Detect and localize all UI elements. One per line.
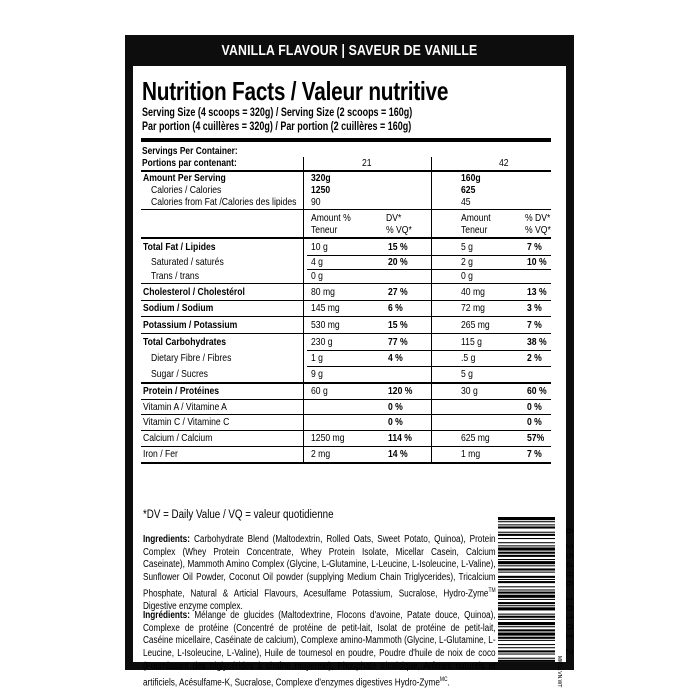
nutrient-amount-col1: 4 g	[311, 256, 323, 268]
ingredients-en-label: Ingredients:	[143, 534, 190, 545]
ingredients-en-end: Digestive enzyme complex.	[143, 600, 243, 612]
nutrient-label: Cholesterol / Cholestérol	[143, 286, 245, 298]
nutrient-amount-col1: 80 mg	[311, 286, 335, 298]
nutrient-amount-col1: 145 mg	[311, 302, 340, 314]
nutrient-amount-col1: 9 g	[311, 368, 323, 380]
nutrient-label: Saturated / saturés	[151, 256, 224, 268]
nutrient-label: Sugar / Sucres	[151, 368, 208, 380]
nutrient-dv-col1: 77 %	[388, 336, 408, 348]
servings-col2: 42	[499, 157, 509, 169]
barcode-bar	[498, 616, 555, 618]
barcode-bar	[498, 660, 555, 662]
nutrient-dv-col1: 120 %	[388, 385, 413, 397]
nutrition-facts-panel	[133, 66, 575, 688]
ingredients-fr-text: Mélange de glucides (Maltodextrine, Flocons d'avoine, Patate douce, Quinoa), Complexe de protéine (Concentré de protéine de petit-lait, Isolat de protéine de petit-lait, Caséine micellaire, Caséinate de calcium), Complexe amino-Mammoth (Glycine, L-Glutamine, L-Leucine, L-Isoleucine, L-Valine), Huile de tournesol en poudre, Poudre d'huile de noix de coco (Fournissant des triglycérides à chaîne moyenne), Phosphate tricalcique, Arômes naturels et artificiels, Acésulfame-K, Sucralose, Complexe d'enzymes digestives Hydro-Zyme	[143, 610, 496, 688]
nutrient-row-rule	[141, 446, 551, 447]
nutrient-row-rule	[141, 316, 551, 317]
nutrient-amount-col1: 60 g	[311, 385, 328, 397]
marque-de-commerce-mark: MC	[439, 676, 448, 683]
header-rule-top	[141, 209, 551, 210]
nutrient-amount-col2: 30 g	[461, 385, 478, 397]
nutrient-amount-col1: 1250 mg	[311, 432, 345, 444]
nutrient-label: Vitamin A / Vitamine A	[143, 401, 227, 413]
barcode-bar	[498, 626, 555, 627]
barcode-bar	[498, 534, 555, 536]
barcode-bar	[498, 581, 555, 583]
nutrient-dv-col1: 27 %	[388, 286, 408, 298]
nutrient-row-rule	[307, 366, 551, 367]
serving-size-en: Serving Size (4 scoops = 320g) / Serving Size (2 scoops = 160g)	[142, 107, 413, 119]
nutrient-dv-col1: 0 %	[388, 416, 403, 428]
barcode-bar	[498, 602, 555, 604]
nutrient-dv-col1: 6 %	[388, 302, 403, 314]
header-amount-fr: Teneur	[311, 224, 338, 236]
ingredients-en-text: Carbohydrate Blend (Maltodextrin, Rolled Oats, Sweet Potato, Quinoa), Protein Complex (Whey Protein Concentrate, Whey Protein Isolate, Micellar Casein, Calcium Caseinate), Mammoth Amino Complex (Glycine, L-Glutamine, L-Leucine, L-Isoleucine, L-Valine), Sunflower Oil Powder, Coconut Oil powder (supplying Medium Chain Triglycerides), Tricalcium Phosphate, Natural & Articial Flavours, Acesulfame Potassium, Sucralose, Hydro-Zyme	[143, 534, 496, 600]
thick-rule-top	[141, 138, 551, 142]
nutrient-amount-col1: 230 g	[311, 336, 333, 348]
nutrient-dv-col1: 15 %	[388, 319, 408, 331]
nutrient-amount-col2: 5 g	[461, 368, 473, 380]
barcode-bar	[498, 555, 555, 557]
nutrient-amount-col2: 115 g	[461, 336, 482, 348]
col1-calories-fat: 90	[311, 196, 321, 208]
nutrient-amount-col2: 265 mg	[461, 319, 490, 331]
ingredients-fr-label: Ingrédients:	[143, 610, 190, 621]
nutrient-amount-col1: 530 mg	[311, 319, 340, 331]
header-amount2-en: Amount	[461, 212, 491, 224]
upc-barcode	[498, 517, 555, 662]
nutrition-label-panel	[125, 35, 575, 688]
barcode-bar	[498, 542, 555, 543]
calories-fat-label: Calories from Fat /Calories des lipides	[151, 196, 297, 208]
nutrient-label: Protein / Protéines	[143, 385, 220, 397]
barcode-bar	[498, 526, 555, 528]
nutrient-dv-col2: 10 %	[527, 256, 547, 268]
trademark-mark: TM	[488, 587, 496, 594]
barcode-bar	[498, 633, 555, 636]
flavour-banner: VANILLA FLAVOUR | SAVEUR DE VANILLE	[221, 41, 478, 59]
barcode-bar	[498, 644, 555, 645]
nutrient-row-rule	[307, 269, 551, 270]
nutrient-amount-col2: 40 mg	[461, 286, 485, 298]
nutrient-label: Trans / trans	[151, 270, 200, 282]
nutrient-label: Total Carbohydrates	[143, 336, 227, 348]
barcode-bar	[498, 619, 555, 620]
barcode-bar	[498, 589, 555, 590]
nutrient-dv-col1: 4 %	[388, 352, 403, 364]
nutrient-dv-col2: 0 %	[527, 401, 542, 413]
ingredients-fr	[143, 610, 495, 690]
barcode-bar	[498, 579, 555, 580]
col2-weight: 160g	[461, 172, 481, 184]
nutrient-amount-col2: 72 mg	[461, 302, 485, 314]
barcode-bar	[498, 647, 555, 648]
col1-calories: 1250	[311, 184, 331, 196]
barcode-bar	[498, 521, 555, 522]
barcode-bar	[498, 658, 555, 659]
barcode-bar	[498, 532, 555, 533]
calories-label: Calories / Calories	[151, 184, 222, 196]
servings-per-container-en: Servings Per Container:	[142, 145, 238, 157]
nutrient-amount-col2: .5 g	[461, 352, 476, 364]
barcode-bar	[498, 614, 555, 615]
nutrient-amount-col2: 2 g	[461, 256, 473, 268]
nutrient-dv-col2: 2 %	[527, 352, 542, 364]
nutrient-label: Vitamin C / Vitamine C	[143, 416, 230, 428]
col2-calories: 625	[461, 184, 476, 196]
col2-calories-fat: 45	[461, 196, 471, 208]
barcode-bar	[498, 637, 555, 639]
nutrient-dv-col2: 60 %	[527, 385, 547, 397]
barcode-bar	[498, 576, 555, 578]
nutrient-label: Calcium / Calcium	[143, 432, 213, 444]
nutrient-dv-col1: 15 %	[388, 241, 408, 253]
ingredients-fr-end: .	[447, 676, 450, 688]
nutrient-row-rule	[307, 350, 551, 351]
barcode-bar	[498, 568, 555, 570]
header-dv-en: DV*	[386, 212, 402, 224]
nutrient-amount-col2: 625 mg	[461, 432, 490, 444]
header-dv2-fr: % VQ*	[525, 224, 551, 236]
barcode-bar	[498, 599, 555, 600]
table-bottom-rule	[141, 462, 551, 464]
barcode-bar	[498, 607, 555, 610]
barcode-bar	[498, 572, 555, 573]
nutrient-amount-col1: 1 g	[311, 352, 323, 364]
barcode-bar	[498, 629, 555, 631]
nutrient-label: Dietary Fibre / Fibres	[151, 352, 232, 364]
nutrient-dv-col1: 20 %	[388, 256, 408, 268]
header-rule-bottom	[141, 237, 551, 239]
barcode-bar	[498, 547, 555, 550]
barcode-bar	[498, 592, 555, 594]
nutrient-row-rule	[141, 333, 551, 334]
nutrient-row-rule	[141, 430, 551, 431]
amount-per-serving-label: Amount Per Serving	[143, 172, 226, 184]
nutrient-label: Potassium / Potassium	[143, 319, 238, 331]
side-code: MM14.VN.WT	[556, 656, 562, 688]
nutrient-amount-col2: 0 g	[461, 270, 473, 282]
nutrient-dv-col2: 3 %	[527, 302, 542, 314]
nutrient-label: Sodium / Sodium	[143, 302, 214, 314]
barcode-bar	[498, 545, 555, 546]
header-dv-fr: % VQ*	[386, 224, 412, 236]
barcode-bar	[498, 605, 555, 606]
barcode-bar	[498, 586, 555, 587]
nutrient-row-rule	[141, 283, 551, 284]
nutrient-row-rule	[141, 399, 551, 400]
nutrient-amount-col2: 1 mg	[461, 448, 481, 460]
nutrient-amount-col1: 10 g	[311, 241, 328, 253]
barcode-bar	[498, 538, 555, 539]
col1-weight: 320g	[311, 172, 331, 184]
column-divider-2	[431, 157, 432, 462]
column-divider-1	[303, 157, 304, 462]
nutrient-amount-col1: 2 mg	[311, 448, 331, 460]
barcode-bar	[498, 640, 555, 641]
nutrient-amount-col2: 5 g	[461, 241, 473, 253]
barcode-bar	[498, 561, 555, 564]
servings-per-container-fr: Portions par contenant:	[142, 157, 237, 169]
nutrient-row-rule	[141, 414, 551, 415]
nutrient-row-rule	[307, 255, 551, 256]
barcode-bar	[498, 517, 555, 520]
dv-note: *DV = Daily Value / VQ = valeur quotidienne	[143, 509, 334, 521]
nutrient-dv-col2: 7 %	[527, 448, 542, 460]
nutrient-row-rule	[141, 382, 551, 384]
nutrient-dv-col1: 14 %	[388, 448, 408, 460]
barcode-bar	[498, 654, 555, 655]
serving-size-fr: Par portion (4 cuillères = 320g) / Par portion (2 cuillères = 160g)	[142, 121, 412, 133]
upc-digits-text: 6 25486 10101 2	[563, 528, 575, 658]
barcode-bar	[498, 622, 555, 625]
barcode-bar	[498, 552, 555, 554]
nutrition-facts-title: Nutrition Facts / Valeur nutritive	[142, 76, 449, 106]
upc-number	[563, 528, 577, 660]
nutrient-dv-col1: 0 %	[388, 401, 403, 413]
ingredients-en	[143, 534, 495, 614]
nutrient-dv-col2: 38 %	[527, 336, 547, 348]
nutrient-dv-col1: 114 %	[388, 432, 412, 444]
barcode-bar	[498, 565, 555, 566]
header-amount-en: Amount %	[311, 212, 351, 224]
nutrient-row-rule	[141, 300, 551, 301]
nutrient-dv-col2: 13 %	[527, 286, 547, 298]
nutrient-amount-col1: 0 g	[311, 270, 323, 282]
nutrient-label: Iron / Fer	[143, 448, 178, 460]
nutrient-dv-col2: 57%	[527, 432, 545, 444]
header-amount2-fr: Teneur	[461, 224, 488, 236]
header-dv2-en: % DV*	[525, 212, 551, 224]
barcode-bar	[498, 559, 555, 560]
nutrient-label: Total Fat / Lipides	[143, 241, 216, 253]
barcode-bar	[498, 524, 555, 525]
barcode-bar	[498, 650, 555, 652]
barcode-bar	[498, 595, 555, 598]
nutrient-dv-col2: 7 %	[527, 319, 542, 331]
servings-col1: 21	[362, 157, 372, 169]
nutrient-dv-col2: 0 %	[527, 416, 542, 428]
nutrient-dv-col2: 7 %	[527, 241, 542, 253]
